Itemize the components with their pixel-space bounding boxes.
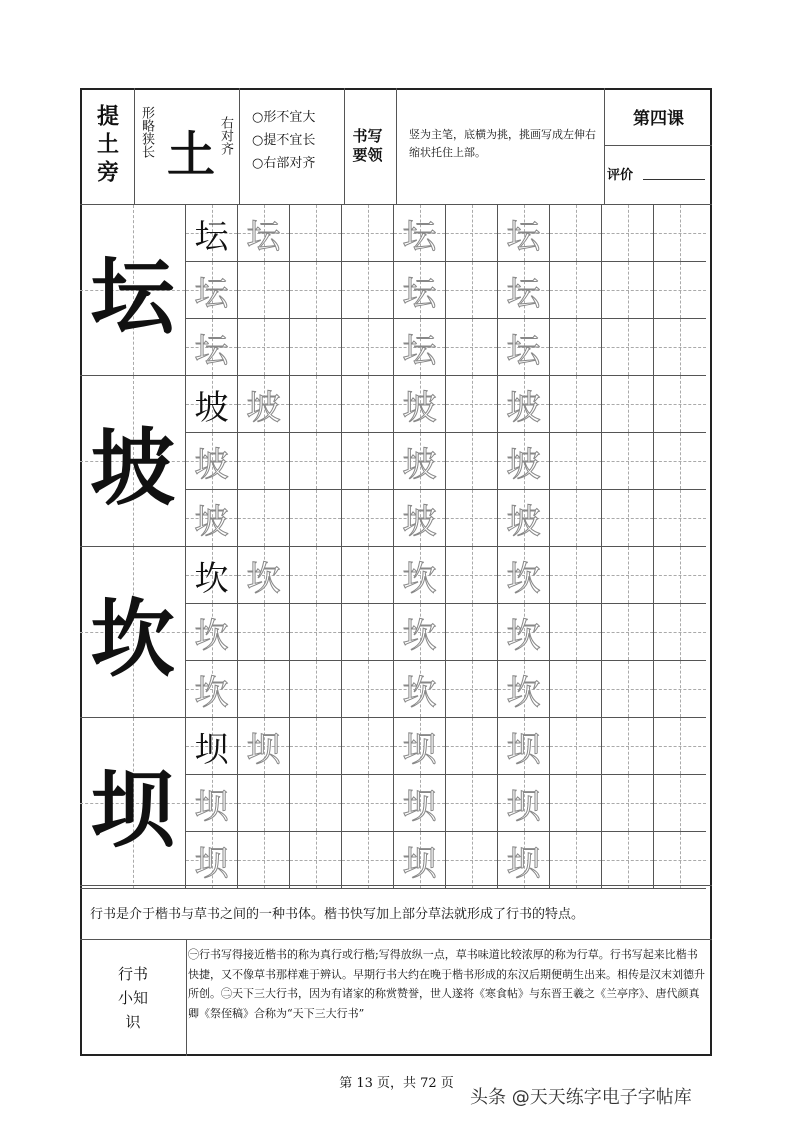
writing-square[interactable]	[342, 433, 394, 490]
writing-square[interactable]	[602, 832, 654, 889]
knowledge-box	[80, 940, 712, 1056]
trace-square	[238, 547, 290, 604]
practice-row	[80, 604, 712, 661]
trace-character: 坝	[194, 843, 229, 884]
writing-square[interactable]	[290, 262, 342, 319]
trace-character: 坡	[506, 387, 541, 428]
writing-square[interactable]	[550, 490, 602, 547]
large-character-text: 坛	[90, 246, 175, 346]
writing-square[interactable]	[290, 319, 342, 376]
trace-square	[238, 376, 290, 433]
page-footer: 第 13 页，共 72 页	[339, 1076, 454, 1091]
writing-square[interactable]	[342, 832, 394, 889]
writing-square[interactable]	[654, 775, 706, 832]
trace-square	[498, 205, 550, 262]
model-square	[186, 718, 238, 775]
trace-character: 坝	[402, 729, 437, 770]
trace-square	[498, 547, 550, 604]
writing-square[interactable]	[550, 205, 602, 262]
writing-square[interactable]	[602, 604, 654, 661]
writing-square[interactable]	[342, 262, 394, 319]
trace-square	[394, 205, 446, 262]
writing-square[interactable]	[602, 433, 654, 490]
writing-square[interactable]	[550, 604, 602, 661]
trace-character: 坎	[194, 615, 229, 656]
trace-square	[394, 547, 446, 604]
writing-square[interactable]	[654, 547, 706, 604]
trace-character: 坡	[194, 501, 229, 542]
trace-character: 坝	[506, 729, 541, 770]
radical-glyph: 土	[167, 127, 216, 183]
writing-square[interactable]	[342, 547, 394, 604]
writing-square[interactable]	[342, 661, 394, 718]
trace-square	[186, 433, 238, 490]
trace-square	[186, 775, 238, 832]
writing-square[interactable]	[446, 433, 498, 490]
trace-square	[498, 376, 550, 433]
writing-square[interactable]	[238, 433, 290, 490]
worksheet-header	[80, 88, 712, 205]
trace-character: 坛	[194, 330, 229, 371]
writing-square[interactable]	[238, 319, 290, 376]
writing-square[interactable]	[446, 490, 498, 547]
practice-row	[80, 661, 712, 718]
writing-square[interactable]	[238, 775, 290, 832]
trace-square	[498, 262, 550, 319]
writing-square[interactable]	[550, 376, 602, 433]
writing-square[interactable]	[550, 832, 602, 889]
writing-square[interactable]	[290, 775, 342, 832]
writing-square[interactable]	[290, 376, 342, 433]
trace-character: 坛	[402, 273, 437, 314]
writing-square[interactable]	[550, 262, 602, 319]
large-model-character	[80, 205, 186, 376]
trace-square	[238, 205, 290, 262]
large-model-character	[80, 547, 186, 718]
writing-square[interactable]	[654, 718, 706, 775]
trace-character: 坎	[506, 558, 541, 599]
trace-square	[394, 604, 446, 661]
writing-square[interactable]	[550, 547, 602, 604]
writing-square[interactable]	[342, 604, 394, 661]
trace-square	[394, 319, 446, 376]
writing-square[interactable]	[654, 661, 706, 718]
writing-square[interactable]	[654, 205, 706, 262]
writing-square[interactable]	[342, 775, 394, 832]
writing-square[interactable]	[602, 661, 654, 718]
trace-character: 坡	[402, 444, 437, 485]
knowledge-text: ㊀行书写得接近楷书的称为真行或行楷;写得放纵一点，草书味道比较浓厚的称为行草。行书写起来比楷书快捷，又不像草书那样难于辨认。早期行书大约在晚于楷书形成的东汉后期便萌生出来。相传是汉末刘德升所创。㊁天下三大行书，因为有诸家的称赏赞誉，世人遂将《寒食帖》与东晋王羲之《兰亭序》、唐代颜真卿《祭侄稿》合称为“天下三大行书”	[188, 948, 705, 1020]
writing-square[interactable]	[550, 319, 602, 376]
shape-label: 形略狭长	[139, 106, 154, 158]
writing-square[interactable]	[342, 319, 394, 376]
writing-square[interactable]	[290, 718, 342, 775]
writing-square[interactable]	[342, 205, 394, 262]
trace-character: 坎	[402, 615, 437, 656]
rating-label: 评价	[607, 168, 634, 183]
writing-square[interactable]	[342, 490, 394, 547]
trace-character: 坛	[194, 273, 229, 314]
writing-square[interactable]	[654, 490, 706, 547]
model-character: 坡	[194, 387, 229, 428]
point-1: ○形不宜大	[252, 110, 316, 125]
writing-square[interactable]	[290, 205, 342, 262]
writing-square[interactable]	[290, 547, 342, 604]
writing-square[interactable]	[654, 262, 706, 319]
writing-square[interactable]	[602, 547, 654, 604]
writing-square[interactable]	[290, 433, 342, 490]
trace-square	[186, 604, 238, 661]
trace-square	[498, 604, 550, 661]
trace-square	[186, 490, 238, 547]
writing-square[interactable]	[654, 832, 706, 889]
trace-square	[186, 262, 238, 319]
align-label: 右对齐	[218, 116, 233, 155]
large-model-character	[80, 376, 186, 547]
practice-row	[80, 547, 712, 604]
radical-name: 提土旁	[93, 104, 120, 188]
trace-character: 坡	[194, 444, 229, 485]
trace-square	[394, 433, 446, 490]
writing-square[interactable]	[602, 262, 654, 319]
writing-square[interactable]	[654, 604, 706, 661]
large-model-character	[80, 718, 186, 889]
trace-square	[394, 832, 446, 889]
writing-square[interactable]	[238, 490, 290, 547]
trace-square	[498, 775, 550, 832]
model-character: 坝	[194, 729, 229, 770]
writing-square[interactable]	[238, 262, 290, 319]
trace-square	[394, 262, 446, 319]
model-square	[186, 205, 238, 262]
trace-character: 坛	[246, 216, 281, 257]
point-2: ○提不宜长	[252, 133, 316, 148]
writing-square[interactable]	[290, 604, 342, 661]
writing-square[interactable]	[446, 604, 498, 661]
writing-square[interactable]	[550, 775, 602, 832]
large-character-text: 坡	[90, 417, 175, 517]
trace-square	[498, 832, 550, 889]
intro-note	[80, 885, 712, 940]
model-character: 坛	[194, 216, 229, 257]
writing-square[interactable]	[602, 775, 654, 832]
trace-character: 坡	[506, 501, 541, 542]
trace-square	[238, 718, 290, 775]
trace-character: 坝	[246, 729, 281, 770]
point-3: ○右部对齐	[252, 156, 316, 171]
trace-square	[498, 433, 550, 490]
writing-square[interactable]	[550, 718, 602, 775]
large-character-text: 坎	[90, 588, 175, 688]
watermark: 头条 @天天练字电子字帖库	[470, 1087, 692, 1108]
writing-square[interactable]	[342, 718, 394, 775]
trace-character: 坡	[246, 387, 281, 428]
writing-square[interactable]	[446, 376, 498, 433]
trace-character: 坎	[506, 615, 541, 656]
trace-square	[498, 718, 550, 775]
writing-square[interactable]	[654, 319, 706, 376]
model-square	[186, 547, 238, 604]
model-character: 坎	[194, 558, 229, 599]
writing-square[interactable]	[602, 376, 654, 433]
writing-square[interactable]	[446, 775, 498, 832]
trace-character: 坎	[194, 672, 229, 713]
trace-character: 坝	[402, 786, 437, 827]
writing-square[interactable]	[550, 661, 602, 718]
writing-square[interactable]	[602, 319, 654, 376]
writing-square[interactable]	[602, 490, 654, 547]
trace-character: 坛	[402, 216, 437, 257]
trace-character: 坛	[506, 216, 541, 257]
writing-square[interactable]	[238, 604, 290, 661]
trace-square	[498, 490, 550, 547]
rating-line[interactable]	[643, 179, 705, 180]
writing-square[interactable]	[290, 661, 342, 718]
writing-square[interactable]	[654, 376, 706, 433]
writing-square[interactable]	[238, 661, 290, 718]
writing-square[interactable]	[602, 205, 654, 262]
trace-square	[394, 661, 446, 718]
trace-square	[394, 376, 446, 433]
writing-square[interactable]	[446, 547, 498, 604]
trace-square	[498, 319, 550, 376]
trace-square	[186, 319, 238, 376]
trace-character: 坡	[402, 501, 437, 542]
writing-square[interactable]	[290, 832, 342, 889]
large-character-text: 坝	[90, 759, 175, 859]
trace-character: 坝	[402, 843, 437, 884]
trace-character: 坎	[402, 672, 437, 713]
trace-character: 坡	[402, 387, 437, 428]
writing-square[interactable]	[238, 832, 290, 889]
lesson-title: 第四课	[605, 88, 712, 146]
key-title: 书写要领	[352, 127, 383, 164]
trace-square	[186, 661, 238, 718]
trace-character: 坎	[402, 558, 437, 599]
trace-character: 坝	[194, 786, 229, 827]
writing-square[interactable]	[290, 490, 342, 547]
trace-square	[394, 775, 446, 832]
writing-square[interactable]	[602, 718, 654, 775]
writing-square[interactable]	[446, 718, 498, 775]
key-text: 竖为主笔，底横为挑，挑画写成左伸右缩状托住上部。	[409, 128, 596, 159]
writing-square[interactable]	[446, 832, 498, 889]
trace-character: 坝	[506, 786, 541, 827]
intro-note-text: 行书是介于楷书与草书之间的一种书体。楷书快写加上部分草法就形成了行书的特点。	[90, 907, 585, 922]
trace-square	[498, 661, 550, 718]
writing-square[interactable]	[654, 433, 706, 490]
trace-character: 坎	[506, 672, 541, 713]
trace-character: 坡	[506, 444, 541, 485]
trace-square	[186, 832, 238, 889]
trace-character: 坛	[506, 273, 541, 314]
trace-character: 坛	[402, 330, 437, 371]
knowledge-title: 行书小知识	[117, 965, 148, 1031]
writing-square[interactable]	[342, 376, 394, 433]
practice-grid	[80, 205, 712, 885]
trace-character: 坎	[246, 558, 281, 599]
writing-square[interactable]	[446, 319, 498, 376]
trace-square	[394, 490, 446, 547]
model-square	[186, 376, 238, 433]
writing-square[interactable]	[550, 433, 602, 490]
trace-character: 坝	[506, 843, 541, 884]
writing-square[interactable]	[446, 661, 498, 718]
writing-square[interactable]	[446, 205, 498, 262]
trace-square	[394, 718, 446, 775]
writing-square[interactable]	[446, 262, 498, 319]
trace-character: 坛	[506, 330, 541, 371]
